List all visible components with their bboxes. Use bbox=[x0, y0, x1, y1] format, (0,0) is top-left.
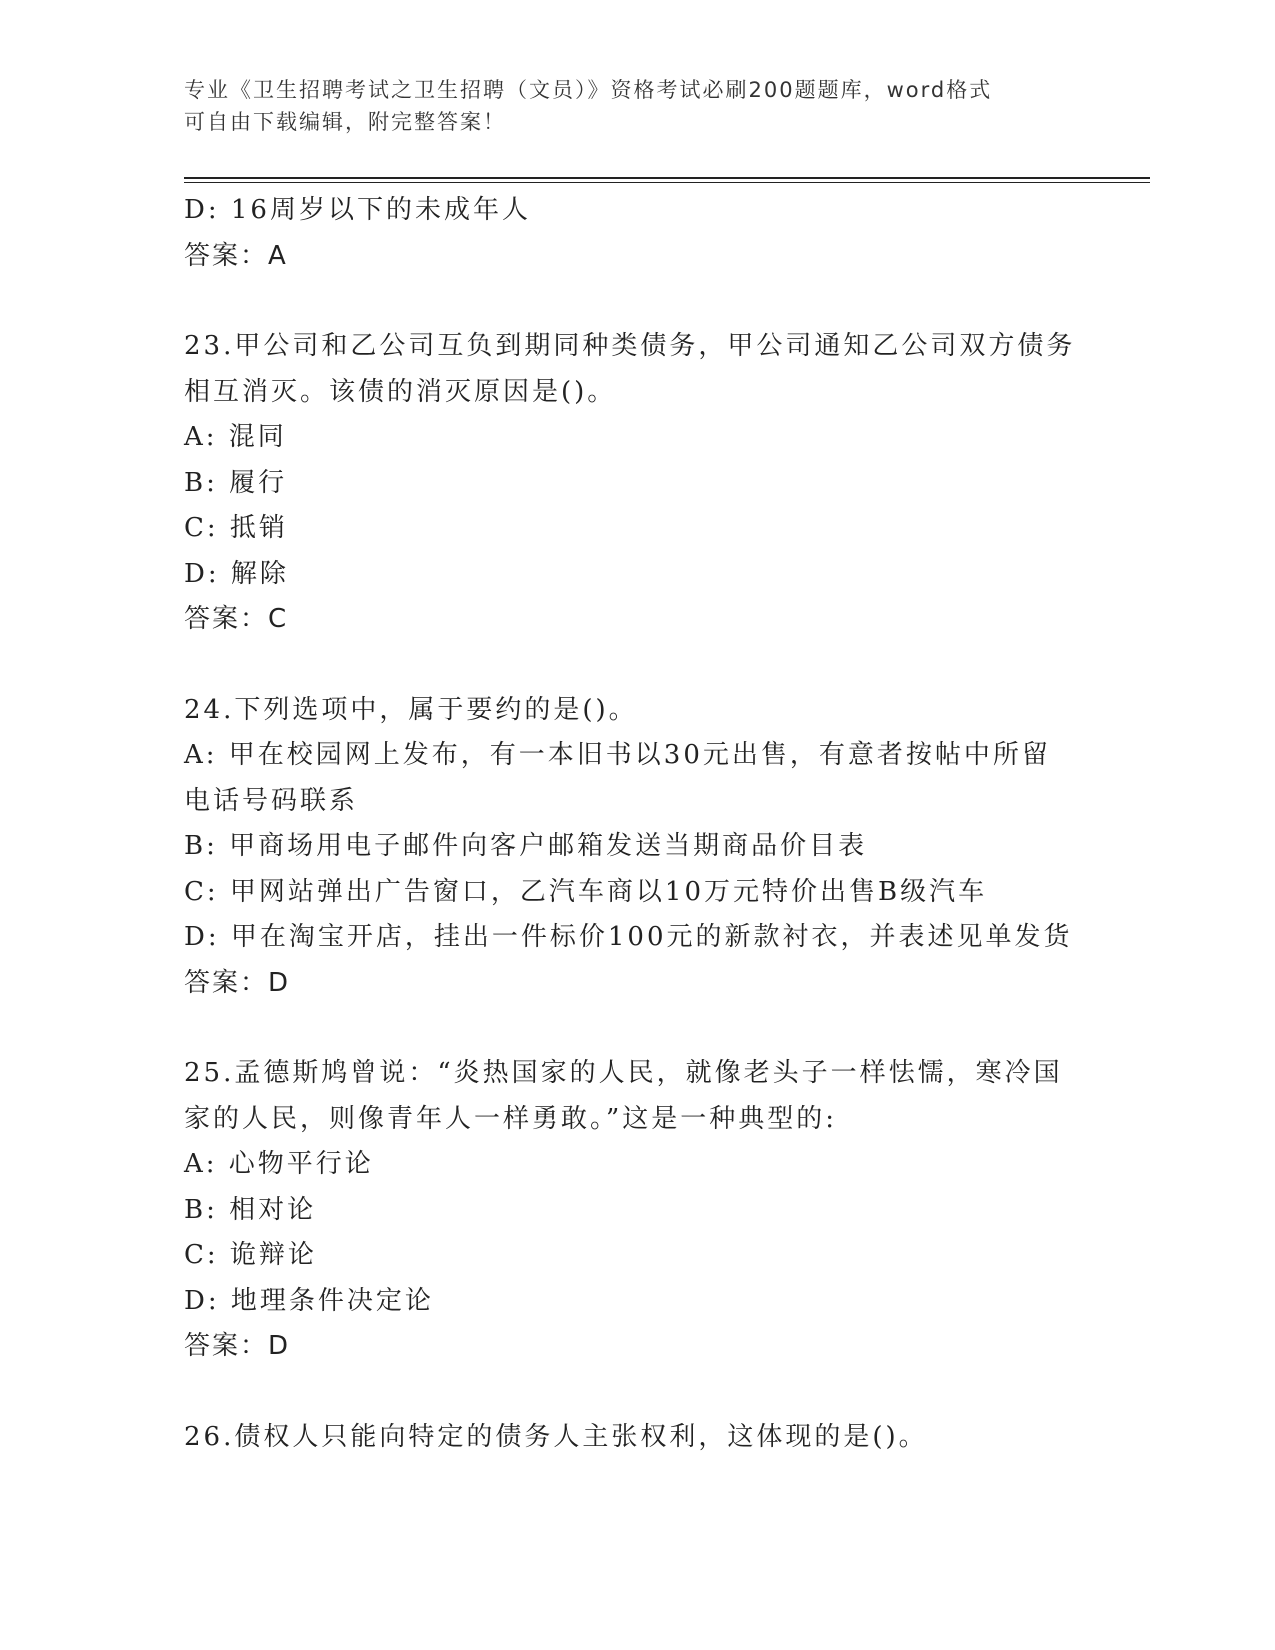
answer-line: 答案：C bbox=[184, 604, 289, 634]
question-stem: 相互消灭。该债的消灭原因是()。 bbox=[184, 376, 617, 407]
option-c: C: 甲网站弹出广告窗口，乙汽车商以10万元特价出售B级汽车 bbox=[184, 876, 988, 907]
document-header bbox=[184, 74, 1064, 138]
option-d: D: 16周岁以下的未成年人 bbox=[184, 195, 531, 225]
option-a: A: 混同 bbox=[184, 422, 287, 452]
option-a: A: 甲在校园网上发布，有一本旧书以30元出售，有意者按帖中所留 bbox=[184, 740, 1051, 770]
question-26 bbox=[184, 1415, 1084, 1461]
option-c: C: 诡辩论 bbox=[184, 1240, 317, 1270]
question-stem: 26.债权人只能向特定的债务人主张权利，这体现的是()。 bbox=[184, 1421, 928, 1452]
option-a: A: 心物平行论 bbox=[184, 1149, 374, 1179]
question-stem: 家的人民，则像青年人一样勇敢。”这是一种典型的: bbox=[184, 1103, 838, 1134]
question-stem: 23.甲公司和乙公司互负到期同种类债务，甲公司通知乙公司双方债务 bbox=[184, 331, 1076, 361]
answer-line: 答案：D bbox=[184, 1331, 291, 1361]
option-b: B: 相对论 bbox=[184, 1194, 317, 1225]
option-d: D: 地理条件决定论 bbox=[184, 1285, 434, 1316]
header-divider bbox=[184, 177, 1150, 179]
option-b: B: 甲商场用电子邮件向客户邮箱发送当期商品价目表 bbox=[184, 831, 868, 861]
question-24 bbox=[184, 688, 1084, 1007]
option-c: C: 抵销 bbox=[184, 513, 288, 543]
question-stem: 24.下列选项中，属于要约的是()。 bbox=[184, 694, 638, 725]
question-25 bbox=[184, 1051, 1084, 1370]
header-line-2: 可自由下载编辑，附完整答案！ bbox=[184, 110, 506, 134]
answer-line: 答案：D bbox=[184, 967, 291, 998]
option-b: B: 履行 bbox=[184, 467, 288, 498]
answer-line: 答案：A bbox=[184, 240, 288, 271]
header-line-1: 专业《卫生招聘考试之卫生招聘（文员）》资格考试必刷200题题库，word格式 bbox=[184, 78, 993, 102]
header-divider-thin bbox=[184, 182, 1150, 183]
option-d: D: 甲在淘宝开店，挂出一件标价100元的新款衬衣，并表述见单发货 bbox=[184, 922, 1073, 952]
document-body bbox=[184, 188, 1084, 1460]
option-a-continued: 电话号码联系 bbox=[184, 785, 359, 816]
option-d: D: 解除 bbox=[184, 558, 289, 589]
question-23 bbox=[184, 324, 1084, 643]
question-stem: 25.孟德斯鸠曾说：“炎热国家的人民，就像老头子一样怯懦，寒冷国 bbox=[184, 1058, 1063, 1088]
